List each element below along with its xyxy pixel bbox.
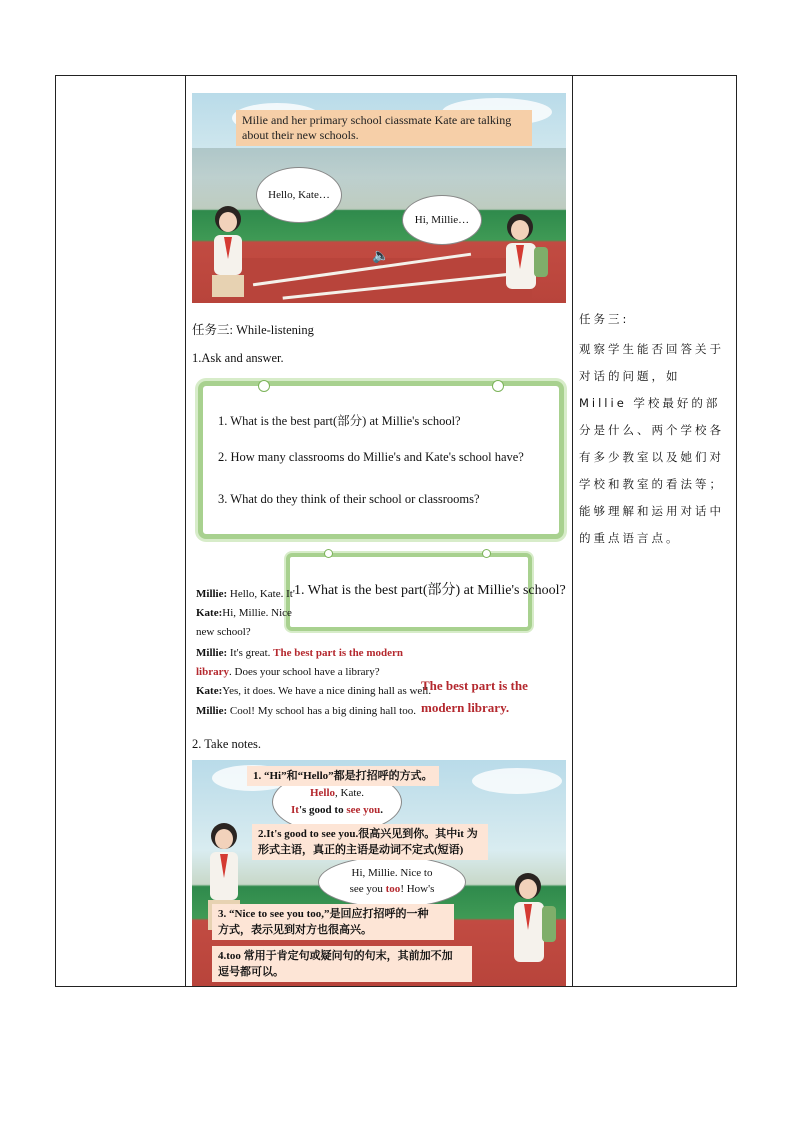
question-1: 1. What is the best part(部分) at Millie's school? — [218, 414, 461, 428]
teacher-note-title: 任务三: — [579, 312, 630, 326]
teacher-note-body: 观察学生能否回答关于对话的问题，如 Millie 学校最好的部分是什么、两个学校各有多少教室以及她们对学校和教室的看法等；能够理解和运用对话中的重点语言点。 — [579, 342, 724, 545]
dialogue-line: Millie: Hello, Kate. It' — [196, 588, 295, 600]
dialogue-line: library. Does your school have a library? — [196, 666, 380, 678]
dialogue-line: Millie: It's great. The best part is the modern — [196, 647, 403, 659]
dialogue-line: Kate:Yes, it does. We have a nice dining hall as well. — [196, 685, 432, 697]
pin-icon — [258, 380, 270, 392]
question-2: 2. How many classrooms do Millie's and Kate's school have? — [218, 450, 524, 464]
millie-figure — [198, 203, 258, 303]
section-ask-answer: 1.Ask and answer. — [192, 351, 284, 365]
dialogue-line: Kate:Hi, Millie. Nice — [196, 607, 292, 619]
question-3: 3. What do they think of their school or classrooms? — [218, 492, 480, 506]
speech-bubble-millie: Hello, Kate… — [256, 167, 342, 223]
dialogue-line: Millie: Cool! My school has a big dining hall too. — [196, 705, 416, 717]
note-4: 4.too 常用于肯定句或疑问句的句末，其前加不加 逗号都可以。 — [212, 946, 472, 982]
note-2: 2.It's good to see you.很高兴见到你。其中it 为 形式主语，真正的主语是动词不定式(短语) — [252, 824, 488, 860]
scene-image-greeting — [192, 93, 566, 303]
speech-bubble-kate: Hi, Millie. Nice to see you too! How's — [318, 856, 466, 908]
note-1: 1. “Hi”和“Hello”都是打招呼的方式。 — [247, 766, 439, 786]
scene-banner: Milie and her primary school ciassmate Kate are talking about their new schools. — [236, 110, 532, 146]
pin-icon — [324, 549, 333, 558]
kate-figure — [492, 870, 564, 986]
section-take-notes: 2. Take notes. — [192, 737, 262, 751]
kate-figure — [486, 211, 556, 303]
q1-popup-text: 1. What is the best part(部分) at Millie's school? — [294, 583, 566, 598]
column-divider — [572, 76, 573, 986]
pin-icon — [482, 549, 491, 558]
dialogue-line: new school? — [196, 626, 251, 638]
column-divider — [185, 76, 186, 986]
pin-icon — [492, 380, 504, 392]
note-3: 3. “Nice to see you too,”是回应打招呼的一种 方式，表示见到对方也很高兴。 — [212, 904, 454, 940]
speaker-icon[interactable]: 🔈 — [372, 249, 390, 264]
task-title: 任务三: While-listening — [192, 323, 314, 337]
answer-text: The best part is the modern library. — [421, 678, 528, 715]
speech-bubble-millie: Hello, Kate. It's good to see you. — [272, 770, 402, 834]
speech-bubble-kate: Hi, Millie… — [402, 195, 482, 245]
